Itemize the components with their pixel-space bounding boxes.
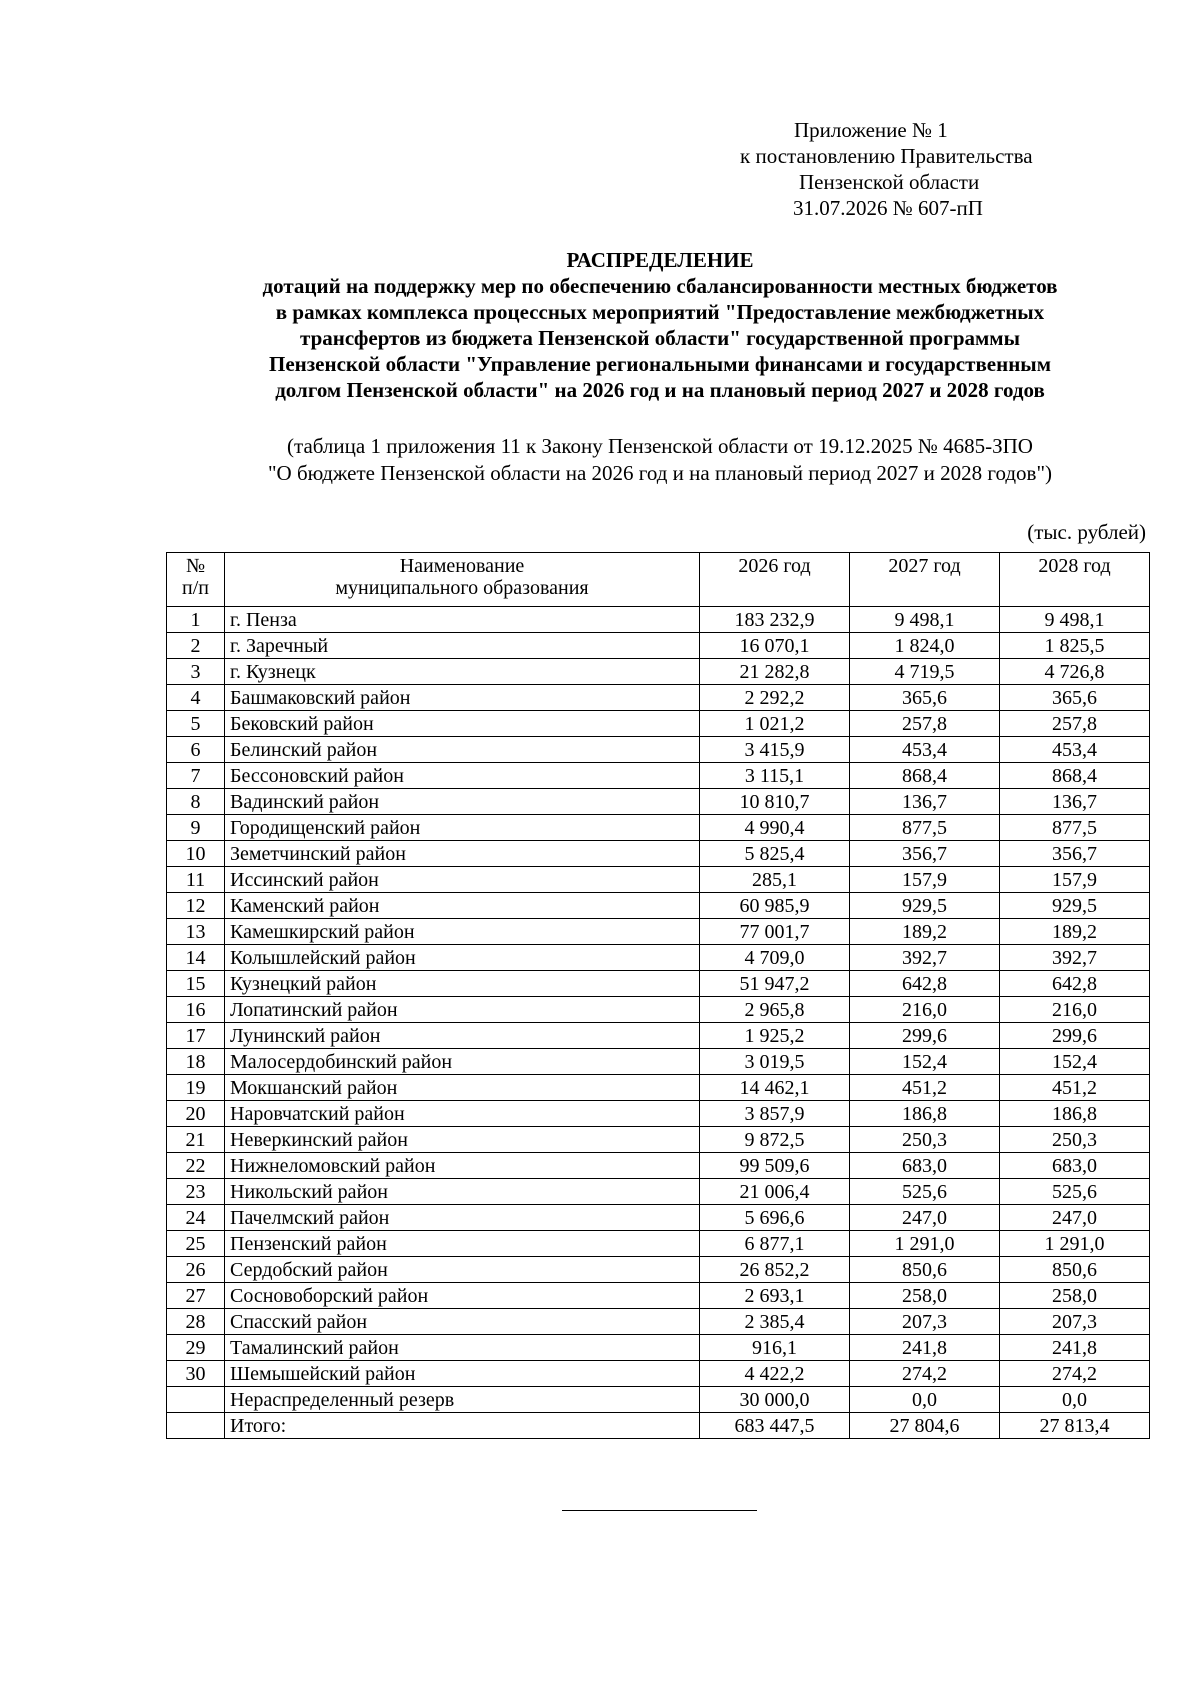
row-municipality-name: Бессоновский район [225, 763, 700, 789]
row-number: 4 [167, 685, 225, 711]
row-number: 22 [167, 1153, 225, 1179]
row-value-2026: 4 990,4 [700, 815, 850, 841]
table-row [167, 1205, 1150, 1231]
row-municipality-name: Каменский район [225, 893, 700, 919]
row-value-2027: 241,8 [850, 1335, 1000, 1361]
row-value-2027: 868,4 [850, 763, 1000, 789]
row-number: 15 [167, 971, 225, 997]
row-value-2026: 4 709,0 [700, 945, 850, 971]
row-value-2028: 451,2 [1000, 1075, 1150, 1101]
row-value-2026: 2 965,8 [700, 997, 850, 1023]
row-value-2026: 16 070,1 [700, 633, 850, 659]
subtitle-line: "О бюджете Пензенской области на 2026 год и на плановый период 2027 и 2028 годов") [267, 461, 1053, 485]
row-value-2027: 136,7 [850, 789, 1000, 815]
row-number: 10 [167, 841, 225, 867]
row-value-2027: 356,7 [850, 841, 1000, 867]
row-value-2028: 189,2 [1000, 919, 1150, 945]
row-value-2027: 453,4 [850, 737, 1000, 763]
row-value-2027: 683,0 [850, 1153, 1000, 1179]
appendix-date-number: 31.07.2026 № 607-пП [793, 196, 983, 220]
row-number: 25 [167, 1231, 225, 1257]
row-number [167, 1387, 225, 1413]
table-row [167, 1153, 1150, 1179]
row-number: 14 [167, 945, 225, 971]
table-row [167, 971, 1150, 997]
row-value-2026: 2 693,1 [700, 1283, 850, 1309]
row-municipality-name: Городищенский район [225, 815, 700, 841]
row-value-2026: 60 985,9 [700, 893, 850, 919]
row-value-2026: 3 115,1 [700, 763, 850, 789]
row-value-2028: 1 291,0 [1000, 1231, 1150, 1257]
row-municipality-name: Малосердобинский район [225, 1049, 700, 1075]
row-municipality-name: Спасский район [225, 1309, 700, 1335]
table-row [167, 711, 1150, 737]
row-number: 26 [167, 1257, 225, 1283]
row-value-2027: 525,6 [850, 1179, 1000, 1205]
row-value-2026: 683 447,5 [700, 1413, 850, 1439]
row-value-2027: 1 824,0 [850, 633, 1000, 659]
row-value-2028: 525,6 [1000, 1179, 1150, 1205]
row-number: 2 [167, 633, 225, 659]
table-row [167, 945, 1150, 971]
table-row [167, 1179, 1150, 1205]
row-value-2027: 365,6 [850, 685, 1000, 711]
row-municipality-name: Нижнеломовский район [225, 1153, 700, 1179]
row-number: 29 [167, 1335, 225, 1361]
row-value-2028: 250,3 [1000, 1127, 1150, 1153]
row-value-2026: 10 810,7 [700, 789, 850, 815]
appendix-number: Приложение № 1 [794, 118, 948, 142]
table-row [167, 893, 1150, 919]
table-row [167, 763, 1150, 789]
row-value-2027: 877,5 [850, 815, 1000, 841]
row-number: 6 [167, 737, 225, 763]
row-value-2028: 27 813,4 [1000, 1413, 1150, 1439]
row-value-2026: 21 282,8 [700, 659, 850, 685]
row-value-2027: 1 291,0 [850, 1231, 1000, 1257]
table-row [167, 789, 1150, 815]
row-number: 12 [167, 893, 225, 919]
table-row [167, 997, 1150, 1023]
row-value-2028: 157,9 [1000, 867, 1150, 893]
row-municipality-name: Сердобский район [225, 1257, 700, 1283]
row-value-2026: 77 001,7 [700, 919, 850, 945]
row-municipality-name: Земетчинский район [225, 841, 700, 867]
row-municipality-name: Камешкирский район [225, 919, 700, 945]
table-row [167, 1101, 1150, 1127]
row-value-2026: 3 019,5 [700, 1049, 850, 1075]
row-municipality-name: Итого: [225, 1413, 700, 1439]
row-municipality-name: Пачелмский район [225, 1205, 700, 1231]
row-number: 7 [167, 763, 225, 789]
row-number: 20 [167, 1101, 225, 1127]
units-label: (тыс. рублей) [1027, 520, 1146, 544]
row-value-2026: 5 696,6 [700, 1205, 850, 1231]
table-row [167, 1413, 1150, 1439]
row-value-2028: 299,6 [1000, 1023, 1150, 1049]
appendix-region: Пензенской области [799, 170, 980, 194]
row-municipality-name: Лопатинский район [225, 997, 700, 1023]
row-value-2027: 258,0 [850, 1283, 1000, 1309]
row-value-2026: 285,1 [700, 867, 850, 893]
header-2027: 2027 год [850, 553, 1000, 607]
table-row [167, 737, 1150, 763]
row-number: 19 [167, 1075, 225, 1101]
row-value-2028: 877,5 [1000, 815, 1150, 841]
title-heading: РАСПРЕДЕЛЕНИЕ [566, 248, 754, 272]
row-value-2028: 186,8 [1000, 1101, 1150, 1127]
row-value-2028: 9 498,1 [1000, 607, 1150, 633]
row-value-2027: 157,9 [850, 867, 1000, 893]
header-name-line: Наименование [399, 555, 525, 577]
row-number: 1 [167, 607, 225, 633]
row-municipality-name: Сосновоборский район [225, 1283, 700, 1309]
table-row [167, 1309, 1150, 1335]
row-value-2026: 916,1 [700, 1335, 850, 1361]
row-municipality-name: Тамалинский район [225, 1335, 700, 1361]
row-value-2027: 247,0 [850, 1205, 1000, 1231]
header-number [167, 553, 225, 607]
row-value-2027: 189,2 [850, 919, 1000, 945]
row-value-2028: 247,0 [1000, 1205, 1150, 1231]
table-row [167, 815, 1150, 841]
row-value-2027: 642,8 [850, 971, 1000, 997]
row-municipality-name: Иссинский район [225, 867, 700, 893]
row-value-2028: 257,8 [1000, 711, 1150, 737]
header-number-line: № [185, 555, 206, 577]
row-municipality-name: Шемышейский район [225, 1361, 700, 1387]
row-value-2027: 274,2 [850, 1361, 1000, 1387]
row-value-2028: 4 726,8 [1000, 659, 1150, 685]
title-line: трансфертов из бюджета Пензенской области" государственной программы [300, 326, 1020, 350]
row-municipality-name: Неверкинский район [225, 1127, 700, 1153]
row-value-2026: 51 947,2 [700, 971, 850, 997]
title-line: Пензенской области "Управление региональными финансами и государственным [268, 352, 1051, 376]
row-value-2026: 30 000,0 [700, 1387, 850, 1413]
row-value-2027: 850,6 [850, 1257, 1000, 1283]
row-municipality-name: г. Кузнецк [225, 659, 700, 685]
title-line: в рамках комплекса процессных мероприятий "Предоставление межбюджетных [275, 300, 1045, 324]
subtitle-line: (таблица 1 приложения 11 к Закону Пензенской области от 19.12.2025 № 4685-ЗПО [287, 434, 1033, 458]
table-row [167, 633, 1150, 659]
table-row [167, 919, 1150, 945]
row-municipality-name: Колышлейский район [225, 945, 700, 971]
header-name-line: муниципального образования [335, 577, 589, 599]
row-number: 30 [167, 1361, 225, 1387]
row-value-2028: 207,3 [1000, 1309, 1150, 1335]
table-row [167, 1257, 1150, 1283]
row-municipality-name: Нераспределенный резерв [225, 1387, 700, 1413]
row-value-2028: 392,7 [1000, 945, 1150, 971]
row-municipality-name: Кузнецкий район [225, 971, 700, 997]
row-municipality-name: г. Пенза [225, 607, 700, 633]
row-number: 5 [167, 711, 225, 737]
distribution-table [166, 552, 1150, 1439]
row-value-2027: 9 498,1 [850, 607, 1000, 633]
row-value-2027: 392,7 [850, 945, 1000, 971]
appendix-reference: к постановлению Правительства [740, 144, 1033, 168]
table-row [167, 1231, 1150, 1257]
table-row [167, 659, 1150, 685]
row-value-2026: 6 877,1 [700, 1231, 850, 1257]
row-value-2028: 216,0 [1000, 997, 1150, 1023]
row-value-2028: 274,2 [1000, 1361, 1150, 1387]
table-row [167, 1023, 1150, 1049]
row-value-2027: 207,3 [850, 1309, 1000, 1335]
row-value-2028: 683,0 [1000, 1153, 1150, 1179]
row-value-2027: 257,8 [850, 711, 1000, 737]
row-value-2026: 1 021,2 [700, 711, 850, 737]
row-number: 17 [167, 1023, 225, 1049]
header-2026: 2026 год [700, 553, 850, 607]
row-value-2028: 642,8 [1000, 971, 1150, 997]
row-value-2026: 3 857,9 [700, 1101, 850, 1127]
row-municipality-name: Мокшанский район [225, 1075, 700, 1101]
header-number-line: п/п [182, 577, 209, 599]
row-value-2026: 26 852,2 [700, 1257, 850, 1283]
row-value-2026: 21 006,4 [700, 1179, 850, 1205]
row-value-2026: 2 292,2 [700, 685, 850, 711]
row-value-2028: 152,4 [1000, 1049, 1150, 1075]
row-value-2028: 453,4 [1000, 737, 1150, 763]
row-municipality-name: Белинский район [225, 737, 700, 763]
row-value-2028: 258,0 [1000, 1283, 1150, 1309]
header-name [225, 553, 700, 607]
row-value-2026: 99 509,6 [700, 1153, 850, 1179]
row-value-2026: 9 872,5 [700, 1127, 850, 1153]
row-number: 23 [167, 1179, 225, 1205]
table-row [167, 1049, 1150, 1075]
row-value-2028: 1 825,5 [1000, 633, 1150, 659]
row-municipality-name: г. Заречный [225, 633, 700, 659]
row-value-2028: 365,6 [1000, 685, 1150, 711]
row-value-2026: 5 825,4 [700, 841, 850, 867]
row-number: 21 [167, 1127, 225, 1153]
row-value-2028: 241,8 [1000, 1335, 1150, 1361]
row-value-2027: 451,2 [850, 1075, 1000, 1101]
table-row [167, 867, 1150, 893]
document-title [160, 247, 1160, 403]
table-row [167, 1127, 1150, 1153]
row-number: 18 [167, 1049, 225, 1075]
row-value-2027: 216,0 [850, 997, 1000, 1023]
row-value-2028: 868,4 [1000, 763, 1150, 789]
row-number [167, 1413, 225, 1439]
row-value-2026: 183 232,9 [700, 607, 850, 633]
row-number: 13 [167, 919, 225, 945]
row-value-2028: 0,0 [1000, 1387, 1150, 1413]
end-divider [562, 1510, 757, 1511]
row-value-2027: 929,5 [850, 893, 1000, 919]
row-value-2028: 356,7 [1000, 841, 1150, 867]
row-value-2027: 152,4 [850, 1049, 1000, 1075]
document-subtitle [160, 433, 1160, 487]
row-value-2026: 4 422,2 [700, 1361, 850, 1387]
row-number: 28 [167, 1309, 225, 1335]
table-row [167, 1075, 1150, 1101]
row-value-2028: 136,7 [1000, 789, 1150, 815]
table-row [167, 607, 1150, 633]
row-municipality-name: Бековский район [225, 711, 700, 737]
row-value-2026: 14 462,1 [700, 1075, 850, 1101]
title-line: долгом Пензенской области" на 2026 год и на плановый период 2027 и 2028 годов [275, 378, 1045, 402]
row-number: 27 [167, 1283, 225, 1309]
row-municipality-name: Вадинский район [225, 789, 700, 815]
row-number: 16 [167, 997, 225, 1023]
table-row [167, 1283, 1150, 1309]
row-value-2026: 3 415,9 [700, 737, 850, 763]
row-number: 9 [167, 815, 225, 841]
row-value-2027: 27 804,6 [850, 1413, 1000, 1439]
row-municipality-name: Башмаковский район [225, 685, 700, 711]
row-value-2028: 929,5 [1000, 893, 1150, 919]
row-value-2027: 186,8 [850, 1101, 1000, 1127]
row-municipality-name: Наровчатский район [225, 1101, 700, 1127]
row-number: 11 [167, 867, 225, 893]
row-municipality-name: Пензенский район [225, 1231, 700, 1257]
row-value-2027: 299,6 [850, 1023, 1000, 1049]
table-row [167, 1361, 1150, 1387]
row-value-2027: 0,0 [850, 1387, 1000, 1413]
row-value-2028: 850,6 [1000, 1257, 1150, 1283]
table-body [167, 607, 1150, 1439]
row-number: 3 [167, 659, 225, 685]
header-2028: 2028 год [1000, 553, 1150, 607]
table-row [167, 685, 1150, 711]
row-number: 24 [167, 1205, 225, 1231]
table-row [167, 1335, 1150, 1361]
row-municipality-name: Никольский район [225, 1179, 700, 1205]
table-row [167, 1387, 1150, 1413]
table-header-row [167, 553, 1150, 607]
row-value-2026: 1 925,2 [700, 1023, 850, 1049]
row-municipality-name: Лунинский район [225, 1023, 700, 1049]
row-value-2027: 4 719,5 [850, 659, 1000, 685]
row-value-2026: 2 385,4 [700, 1309, 850, 1335]
table-row [167, 841, 1150, 867]
row-number: 8 [167, 789, 225, 815]
title-line: дотаций на поддержку мер по обеспечению сбалансированности местных бюджетов [262, 274, 1058, 298]
row-value-2027: 250,3 [850, 1127, 1000, 1153]
